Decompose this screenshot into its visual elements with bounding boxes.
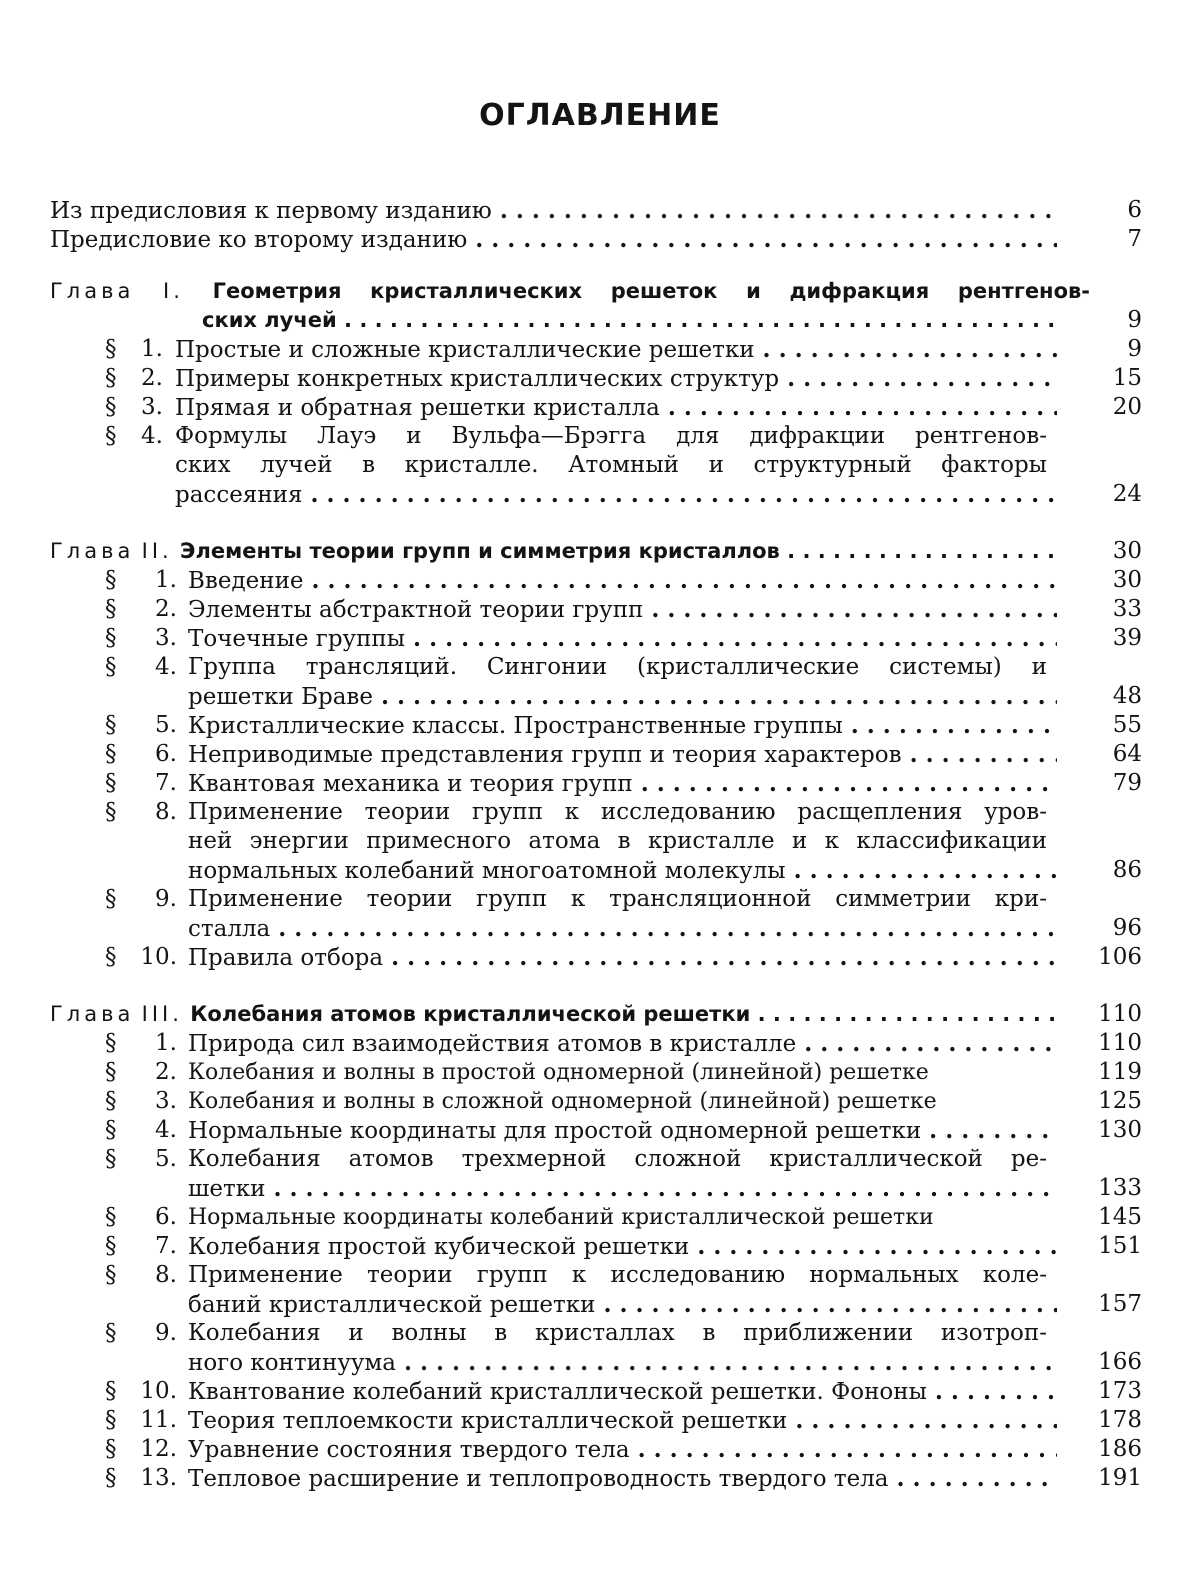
- toc-section-cont: [50, 856, 1142, 885]
- toc-section-cont: [50, 914, 1142, 943]
- toc-page-number: 64: [1072, 740, 1142, 769]
- section-title: Колебания и волны в кристаллах в приближении изотроп-: [188, 1319, 1047, 1348]
- section-number: 7.: [125, 1232, 177, 1261]
- section-sign: §: [105, 885, 117, 914]
- section-sign: §: [105, 1116, 117, 1145]
- section-sign: §: [105, 1406, 117, 1435]
- section-title-cont: решетки Браве . . .: [188, 682, 1057, 712]
- section-title: Квантование колебаний кристаллической решетки. Фононы . . .: [188, 1377, 1057, 1407]
- section-number: 7.: [125, 769, 177, 798]
- section-number: 2.: [125, 595, 177, 624]
- toc-section: [50, 1406, 1142, 1435]
- chapter-1-heading-cont: [50, 306, 1142, 335]
- toc-page-number: 106: [1072, 943, 1142, 972]
- chapter-2-heading: [50, 537, 1142, 566]
- section-title: Природа сил взаимодействия атомов в кристалле . . .: [188, 1029, 1057, 1059]
- toc-section: [50, 422, 1142, 451]
- toc-entry-front-2: [50, 225, 1142, 254]
- section-sign: §: [105, 653, 117, 682]
- section-number: 2.: [125, 364, 163, 393]
- section-sign: §: [105, 393, 117, 422]
- section-sign: §: [105, 595, 117, 624]
- toc-page-number: 55: [1072, 711, 1142, 740]
- section-title-cont: нормальных колебаний многоатомной молекулы . . .: [188, 856, 1057, 886]
- chapter-title: Геометрия кристаллических решеток и дифракция рентгенов-: [213, 279, 1090, 303]
- section-title: Колебания простой кубической решетки . . .: [188, 1232, 1057, 1262]
- toc-section: [50, 1435, 1142, 1464]
- toc-section-cont: [50, 480, 1142, 509]
- toc-page-number: 30: [1072, 537, 1142, 566]
- spacer: [50, 972, 1142, 1000]
- toc-page-number: 125: [1072, 1087, 1142, 1116]
- section-sign: §: [105, 711, 117, 740]
- section-title: Колебания атомов трехмерной сложной кристаллической ре-: [188, 1145, 1047, 1174]
- section-title: Прямая и обратная решетки кристалла . . .: [175, 393, 1057, 423]
- section-title: Примеры конкретных кристаллических структур . . .: [175, 364, 1057, 394]
- toc-section: [50, 1087, 1142, 1116]
- section-title: Группа трансляций. Сингонии (кристаллические системы) и: [188, 653, 1047, 682]
- section-number: 9.: [125, 1319, 177, 1348]
- section-title: Нормальные координаты для простой одномерной решетки . . .: [188, 1116, 1057, 1146]
- toc-section: [50, 566, 1142, 595]
- section-sign: §: [105, 1435, 117, 1464]
- toc-page-number: 191: [1072, 1464, 1142, 1493]
- section-number: 3.: [125, 624, 177, 653]
- section-title-cont: шетки . . .: [188, 1174, 1057, 1204]
- toc-section-cont: [50, 1290, 1142, 1319]
- toc-section: [50, 943, 1142, 972]
- section-title: Теория теплоемкости кристаллической решетки . . .: [188, 1406, 1057, 1436]
- section-sign: §: [105, 1319, 117, 1348]
- section-number: 6.: [125, 1203, 177, 1232]
- page-title: ОГЛАВЛЕНИЕ: [0, 98, 1200, 133]
- section-number: 12.: [125, 1435, 177, 1464]
- section-sign: §: [105, 335, 117, 364]
- section-sign: §: [105, 364, 117, 393]
- chapter-numeral: II.: [142, 539, 173, 563]
- section-sign: §: [105, 1377, 117, 1406]
- chapter-numeral: I.: [163, 279, 184, 303]
- section-title-cont: ного континуума . . .: [188, 1348, 1057, 1378]
- section-sign: §: [105, 1232, 117, 1261]
- toc-page-number: 173: [1072, 1377, 1142, 1406]
- section-title: Формулы Лауэ и Вульфа—Брэгга для дифракции рентгенов-: [175, 422, 1047, 451]
- section-title: Точечные группы . . .: [188, 624, 1057, 654]
- section-title: Уравнение состояния твердого тела . . .: [188, 1435, 1057, 1465]
- section-title: Элементы абстрактной теории групп . . .: [188, 595, 1057, 625]
- toc-page-number: 24: [1072, 480, 1142, 509]
- section-number: 9.: [125, 885, 177, 914]
- section-number: 1.: [125, 1029, 177, 1058]
- section-sign: §: [105, 1029, 117, 1058]
- chapter-title: Колебания атомов кристаллической решетки: [190, 1002, 750, 1026]
- toc-section: [50, 711, 1142, 740]
- section-number: 4.: [125, 653, 177, 682]
- section-sign: §: [105, 798, 117, 827]
- section-title-cont: сталла . . .: [188, 914, 1057, 944]
- section-number: 10.: [125, 943, 177, 972]
- toc-page-number: 33: [1072, 595, 1142, 624]
- toc-section-cont: [50, 451, 1142, 480]
- chapter-label: Глава: [50, 539, 134, 563]
- section-title: Тепловое расширение и теплопроводность твердого тела . . .: [188, 1464, 1057, 1494]
- toc-section-cont: [50, 682, 1142, 711]
- toc-page-number: 151: [1072, 1232, 1142, 1261]
- toc-page-number: 79: [1072, 769, 1142, 798]
- toc-page-number: 133: [1072, 1174, 1142, 1203]
- section-title: Колебания и волны в сложной одномерной (линейной) решетке: [188, 1087, 1047, 1116]
- toc-section: [50, 393, 1142, 422]
- section-sign: §: [105, 1058, 117, 1087]
- section-sign: §: [105, 1261, 117, 1290]
- section-title: Нормальные координаты колебаний кристаллической решетки: [188, 1203, 1047, 1232]
- section-sign: §: [105, 422, 117, 451]
- section-number: 5.: [125, 1145, 177, 1174]
- toc-page-number: 48: [1072, 682, 1142, 711]
- chapter-label: Глава: [50, 279, 134, 303]
- section-title: Введение . . .: [188, 566, 1057, 596]
- toc-page-number: 86: [1072, 856, 1142, 885]
- section-number: 6.: [125, 740, 177, 769]
- toc-section: [50, 1145, 1142, 1174]
- section-title-cont: рассеяния . . .: [175, 480, 1057, 510]
- section-number: 3.: [125, 393, 163, 422]
- toc-page-number: 15: [1072, 364, 1142, 393]
- toc-page-number: 157: [1072, 1290, 1142, 1319]
- section-title: Квантовая механика и теория групп . . .: [188, 769, 1057, 799]
- toc-section: [50, 769, 1142, 798]
- section-number: 13.: [125, 1464, 177, 1493]
- section-title-cont: ских лучей в кристалле. Атомный и структурный факторы: [175, 451, 1047, 480]
- section-sign: §: [105, 769, 117, 798]
- toc-section: [50, 1377, 1142, 1406]
- spacer: [50, 509, 1142, 537]
- toc-section: [50, 1058, 1142, 1087]
- toc-page-number: 7: [1072, 225, 1142, 254]
- toc-page-number: 186: [1072, 1435, 1142, 1464]
- section-sign: §: [105, 1087, 117, 1116]
- toc-page-number: 145: [1072, 1203, 1142, 1232]
- section-title-cont: баний кристаллической решетки . . .: [188, 1290, 1057, 1320]
- section-number: 8.: [125, 798, 177, 827]
- section-sign: §: [105, 566, 117, 595]
- toc-section: [50, 1261, 1142, 1290]
- section-sign: §: [105, 943, 117, 972]
- section-title: Правила отбора . . .: [188, 943, 1057, 973]
- section-sign: §: [105, 1145, 117, 1174]
- section-title: Неприводимые представления групп и теория характеров . . .: [188, 740, 1057, 770]
- toc-page-number: 30: [1072, 566, 1142, 595]
- toc-section: [50, 1464, 1142, 1493]
- toc-entry-title: Предисловие ко второму изданию . . .: [50, 225, 1057, 255]
- toc-section: [50, 595, 1142, 624]
- toc-section: [50, 798, 1142, 827]
- section-number: 4.: [125, 1116, 177, 1145]
- section-title: Кристаллические классы. Пространственные группы . . .: [188, 711, 1057, 741]
- toc-page-number: 39: [1072, 624, 1142, 653]
- chapter-numeral: III.: [142, 1002, 183, 1026]
- toc-section: [50, 364, 1142, 393]
- chapter-title-cont: ских лучей . . .: [202, 306, 1057, 335]
- table-of-contents: [50, 196, 1142, 1493]
- toc-page-number: 110: [1072, 1000, 1142, 1029]
- section-sign: §: [105, 1464, 117, 1493]
- toc-section: [50, 1203, 1142, 1232]
- section-sign: §: [105, 740, 117, 769]
- chapter-3-heading: [50, 1000, 1142, 1029]
- section-sign: §: [105, 1203, 117, 1232]
- section-number: 10.: [125, 1377, 177, 1406]
- section-number: 8.: [125, 1261, 177, 1290]
- toc-section: [50, 624, 1142, 653]
- section-title: Применение теории групп к исследованию нормальных коле-: [188, 1261, 1047, 1290]
- section-title: Колебания и волны в простой одномерной (линейной) решетке: [188, 1058, 1047, 1087]
- toc-section: [50, 1232, 1142, 1261]
- section-title-cont: ней энергии примесного атома в кристалле и к классификации: [188, 827, 1047, 856]
- toc-section-cont: [50, 1348, 1142, 1377]
- toc-section: [50, 740, 1142, 769]
- toc-page-number: 20: [1072, 393, 1142, 422]
- toc-section: [50, 1116, 1142, 1145]
- section-number: 11.: [125, 1406, 177, 1435]
- toc-section: [50, 1029, 1142, 1058]
- toc-page-number: 110: [1072, 1029, 1142, 1058]
- section-title: Применение теории групп к исследованию расщепления уров-: [188, 798, 1047, 827]
- toc-section-cont: [50, 827, 1142, 856]
- toc-section-cont: [50, 1174, 1142, 1203]
- toc-page-number: 130: [1072, 1116, 1142, 1145]
- chapter-label: Глава: [50, 1002, 134, 1026]
- toc-section: [50, 653, 1142, 682]
- chapter-1-heading: [50, 277, 1142, 306]
- toc-page-number: 166: [1072, 1348, 1142, 1377]
- toc-section: [50, 1319, 1142, 1348]
- toc-entry-front-1: [50, 196, 1142, 225]
- spacer: [50, 254, 1142, 277]
- toc-section: [50, 885, 1142, 914]
- section-number: 1.: [125, 566, 177, 595]
- toc-page-number: 6: [1072, 196, 1142, 225]
- toc-page-number: 178: [1072, 1406, 1142, 1435]
- toc-page-number: 9: [1072, 335, 1142, 364]
- section-number: 4.: [125, 422, 163, 451]
- section-sign: §: [105, 624, 117, 653]
- chapter-title: Элементы теории групп и симметрия кристаллов: [180, 539, 780, 563]
- toc-page-number: 119: [1072, 1058, 1142, 1087]
- section-title: Простые и сложные кристаллические решетки . . .: [175, 335, 1057, 365]
- section-number: 5.: [125, 711, 177, 740]
- section-number: 1.: [125, 335, 163, 364]
- section-number: 3.: [125, 1087, 177, 1116]
- toc-page-number: 96: [1072, 914, 1142, 943]
- section-number: 2.: [125, 1058, 177, 1087]
- toc-page-number: 9: [1072, 306, 1142, 335]
- toc-entry-title: Из предисловия к первому изданию . . .: [50, 196, 1057, 226]
- toc-section: [50, 335, 1142, 364]
- section-title: Применение теории групп к трансляционной симметрии кри-: [188, 885, 1047, 914]
